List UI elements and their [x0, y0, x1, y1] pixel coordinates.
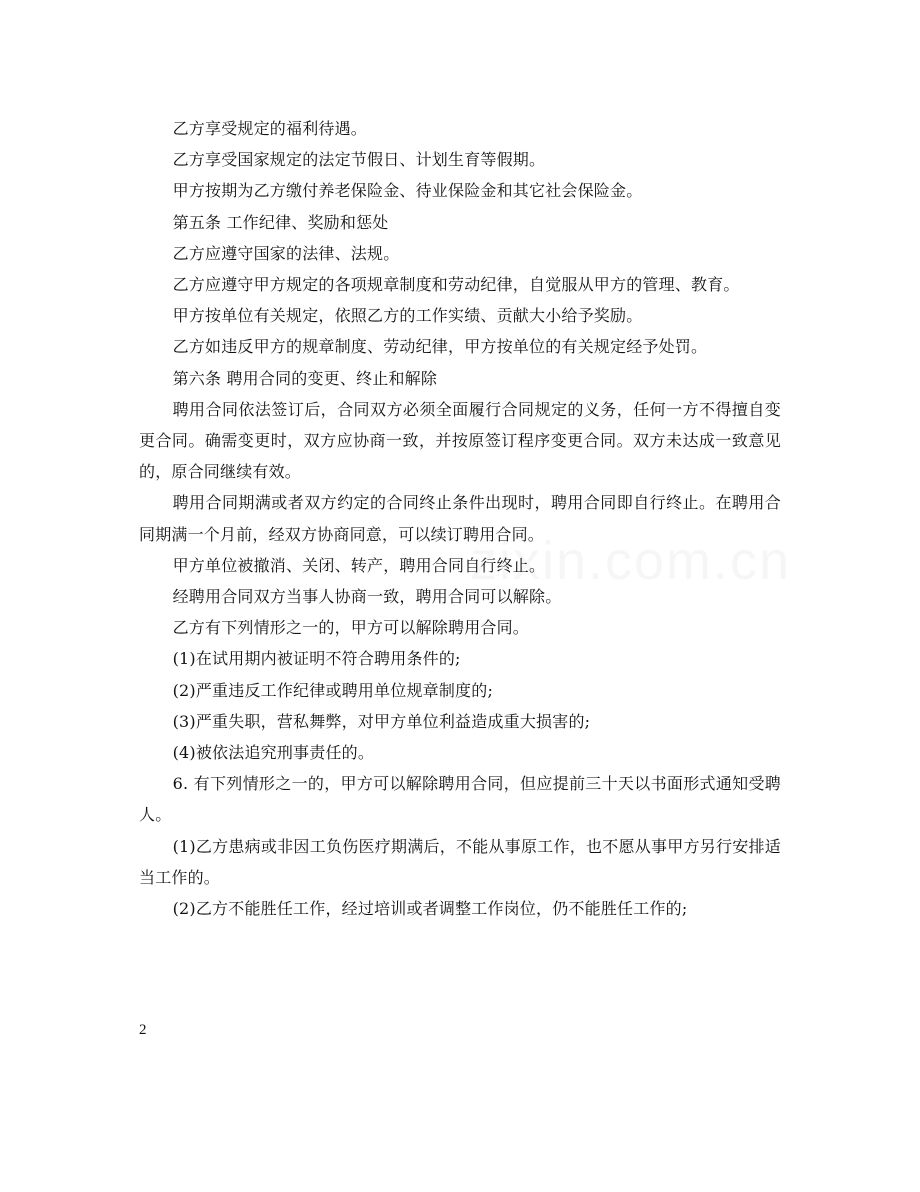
paragraph: 甲方单位被撤消、关闭、转产，聘用合同自行终止。 [172, 555, 546, 575]
list-item: (1)乙方患病或非因工负伤医疗期满后，不能从事原工作，也不愿从事甲方另行安排适当工作的。 [139, 836, 781, 887]
paragraph: 乙方享受国家规定的法定节假日、计划生育等假期。 [172, 150, 546, 170]
paragraph: 乙方应遵守国家的法律、法规。 [172, 243, 400, 263]
paragraph: 甲方按期为乙方缴付养老保险金、待业保险金和其它社会保险金。 [172, 181, 643, 201]
page-number: 2 [139, 1022, 147, 1038]
paragraph: 乙方如违反甲方的规章制度、劳动纪律，甲方按单位的有关规定经予处罚。 [172, 337, 708, 357]
list-item: (3)严重失职，营私舞弊，对甲方单位利益造成重大损害的; [172, 711, 591, 731]
paragraph: 聘用合同依法签订后，合同双方必须全面履行合同规定的义务，任何一方不得擅自变更合同。确需变更时，双方应协商一致，并按原签订程序变更合同。双方未达成一致意见的，原合同继续有效。 [139, 399, 781, 482]
paragraph: 6. 有下列情形之一的，甲方可以解除聘用合同，但应提前三十天以书面形式通知受聘人。 [139, 774, 781, 825]
list-item: (4)被依法追究刑事责任的。 [172, 743, 375, 763]
paragraph: 甲方按单位有关规定，依照乙方的工作实绩、贡献大小给予奖励。 [172, 306, 643, 326]
paragraph: 乙方有下列情形之一的，甲方可以解除聘用合同。 [172, 618, 529, 638]
paragraph: 乙方应遵守甲方规定的各项规章制度和劳动纪律，自觉服从甲方的管理、教育。 [172, 275, 740, 295]
paragraph: 聘用合同期满或者双方约定的合同终止条件出现时，聘用合同即自行终止。在聘用合同期满一个月前，经双方协商同意，可以续订聘用合同。 [139, 493, 781, 544]
list-item: (2)严重违反工作纪律或聘用单位规章制度的; [172, 680, 494, 700]
section-heading: 第六条 聘用合同的变更、终止和解除 [172, 368, 438, 388]
list-item: (2)乙方不能胜任工作，经过培训或者调整工作岗位，仍不能胜任工作的; [172, 899, 688, 919]
paragraph: 乙方享受规定的福利待遇。 [172, 119, 367, 138]
document-body [139, 113, 781, 924]
section-heading: 第五条 工作纪律、奖励和惩处 [172, 212, 389, 232]
paragraph: 经聘用合同双方当事人协商一致，聘用合同可以解除。 [172, 587, 562, 607]
watermark: zixin.com.cn [470, 531, 792, 591]
list-item: (1)在试用期内被证明不符合聘用条件的; [172, 649, 461, 669]
